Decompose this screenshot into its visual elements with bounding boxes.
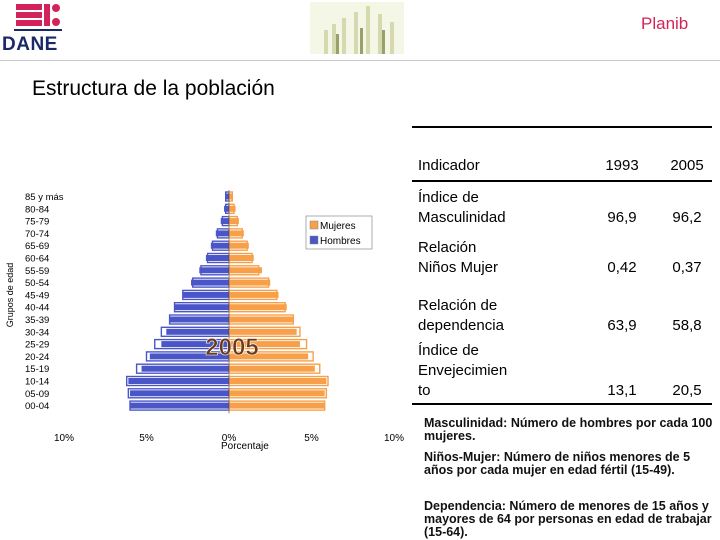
bar-hombres-00-04	[130, 403, 229, 409]
bar-mujeres-35-39	[229, 317, 293, 323]
age-label-65-69: 65-69	[25, 241, 50, 253]
table-cell-2005: 0,37	[672, 259, 702, 276]
bar-hombres-85 y más	[226, 194, 229, 200]
bar-hombres-80-84	[224, 206, 229, 212]
bar-hombres-35-39	[170, 317, 229, 323]
bar-mujeres-75-79	[229, 218, 239, 224]
header-divider	[0, 60, 720, 61]
table-row-label: Relación de dependencia	[418, 297, 504, 334]
bar-hombres-70-74	[216, 230, 229, 236]
x-axis-label: Porcentaje	[221, 441, 269, 452]
year-overlay-label: 2005	[205, 334, 259, 361]
bar-mujeres-40-44	[229, 304, 287, 310]
age-label-50-54: 50-54	[25, 278, 50, 290]
bar-hombres-40-44	[175, 304, 229, 310]
bar-mujeres-65-69	[229, 243, 249, 249]
bar-mujeres-55-59	[229, 267, 262, 273]
age-label-35-39: 35-39	[25, 315, 50, 326]
legend-swatch-hombres	[310, 236, 318, 244]
bar-mujeres-60-64	[229, 255, 254, 261]
bar-mujeres-50-54	[229, 280, 270, 286]
age-label-85 y más: 85 y más	[25, 192, 64, 203]
bar-hombres-45-49	[183, 292, 229, 298]
dane-logo-mark	[0, 0, 80, 34]
age-label-20-24: 20-24	[25, 351, 50, 363]
table-row-label: Relación Niños Mujer	[418, 239, 499, 276]
bar-hombres-55-59	[199, 267, 229, 273]
table-header-rule	[412, 180, 712, 182]
table-row-label: Índice de Masculinidad	[418, 189, 506, 226]
age-label-75-79: 75-79	[25, 216, 50, 228]
pyramid-bars	[127, 190, 328, 413]
table-cell-1993: 13,1	[607, 382, 637, 399]
x-tick-0: 10%	[53, 433, 75, 444]
table-bottom-rule	[412, 403, 712, 405]
bar-hombres-15-19	[142, 366, 229, 372]
x-tick-2: 0%	[221, 433, 237, 444]
dane-logo-text: DANE	[2, 34, 58, 55]
population-pyramid-chart	[0, 180, 410, 455]
bar-hombres-50-54	[191, 280, 229, 286]
planib-brand: Planib	[641, 14, 689, 33]
x-tick-3: 5%	[304, 433, 319, 444]
bar-mujeres-45-49	[229, 292, 279, 298]
legend-swatch-mujeres	[310, 221, 318, 229]
age-label-80-84: 80-84	[25, 204, 50, 216]
bar-mujeres-00-04	[229, 403, 325, 409]
page-title: Estructura de la población	[32, 77, 275, 100]
table-row-label: Índice de Envejecimien to	[418, 342, 508, 399]
chart-legend	[306, 216, 372, 249]
table-cell-1993: 96,9	[607, 209, 637, 226]
bar-hombres-10-14	[128, 378, 229, 384]
table-cell-2005: 20,5	[672, 382, 702, 399]
y-axis-label: Grupos de edad	[5, 262, 15, 328]
table-header-2005: 2005	[670, 157, 704, 174]
legend-label-mujeres: Mujeres	[320, 221, 356, 232]
age-label-05-09: 05-09	[25, 388, 50, 400]
age-label-60-64: 60-64	[25, 253, 50, 265]
age-label-25-29: 25-29	[25, 339, 50, 351]
bar-mujeres-15-19	[229, 366, 315, 372]
table-header-1993: 1993	[605, 157, 639, 174]
age-label-30-34: 30-34	[25, 327, 50, 339]
table-cell-2005: 96,2	[672, 209, 702, 226]
bar-mujeres-70-74	[229, 230, 244, 236]
age-label-00-04: 00-04	[25, 401, 50, 413]
definition-dependencia: Dependencia: Número de menores de 15 años y mayores de 64 por personas en edad de trabajar (15-64).	[424, 499, 712, 539]
age-group-labels	[25, 192, 64, 412]
age-label-10-14: 10-14	[25, 376, 50, 388]
age-label-45-49: 45-49	[25, 290, 50, 302]
bar-mujeres-10-14	[229, 378, 326, 384]
bar-hombres-05-09	[130, 390, 229, 396]
bar-mujeres-05-09	[229, 390, 325, 396]
definition-masculinidad: Masculinidad: Número de hombres por cada 100 mujeres.	[424, 416, 713, 443]
x-tick-4: 10%	[383, 433, 405, 444]
definition-ninos-mujer: Niños-Mujer: Número de niños menores de 5 años por cada mujer en edad fértil (15-49).	[424, 450, 691, 477]
bar-hombres-75-79	[221, 218, 229, 224]
table-cell-1993: 63,9	[607, 317, 637, 334]
bar-hombres-60-64	[206, 255, 229, 261]
bar-mujeres-85 y más	[229, 194, 232, 200]
table-cell-1993: 0,42	[607, 259, 637, 276]
table-cell-2005: 58,8	[672, 317, 702, 334]
age-label-70-74: 70-74	[25, 228, 50, 240]
age-label-40-44: 40-44	[25, 302, 50, 314]
bar-hombres-65-69	[211, 243, 229, 249]
x-tick-1: 5%	[139, 433, 154, 444]
dane-logo	[0, 0, 80, 54]
legend-label-hombres: Hombres	[320, 236, 361, 247]
header-decoration	[308, 0, 412, 56]
age-label-15-19: 15-19	[25, 364, 50, 376]
age-label-55-59: 55-59	[25, 265, 50, 277]
table-top-rule	[412, 126, 712, 128]
table-header-indicador: Indicador	[418, 157, 480, 174]
bar-mujeres-80-84	[229, 206, 236, 212]
